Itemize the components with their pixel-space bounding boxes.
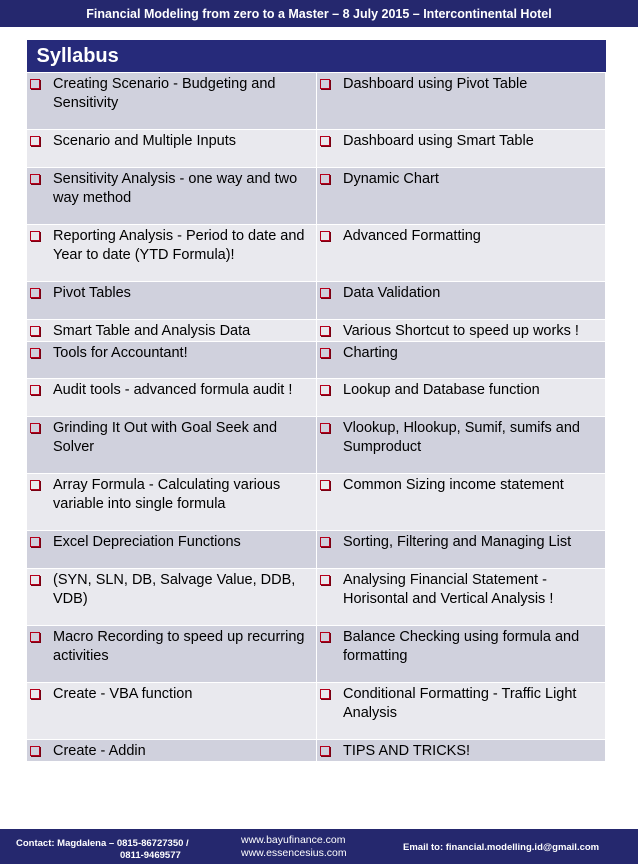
topic-right: Analysing Financial Statement - Horisontal and Vertical Analysis ! xyxy=(343,572,554,607)
topic-right: Sorting, Filtering and Managing List xyxy=(343,534,572,550)
syllabus-header-row xyxy=(27,40,606,73)
checkbox-bullet-icon xyxy=(320,174,330,184)
checkbox-bullet-icon xyxy=(320,136,330,146)
topic-left: Pivot Tables xyxy=(53,285,131,301)
topic-left: (SYN, SLN, DB, Salvage Value, DDB, VDB) xyxy=(53,572,296,607)
topic-left: Scenario and Multiple Inputs xyxy=(53,133,236,149)
topic-left: Creating Scenario - Budgeting and Sensitivity xyxy=(53,76,276,111)
topic-right: Dynamic Chart xyxy=(343,171,439,187)
topic-right: Common Sizing income statement xyxy=(343,477,564,493)
checkbox-bullet-icon xyxy=(30,385,40,395)
table-row xyxy=(27,130,606,168)
topic-right: Charting xyxy=(343,345,398,361)
topic-right: Vlookup, Hlookup, Sumif, sumifs and Sumproduct xyxy=(343,420,580,455)
table-row xyxy=(27,320,606,342)
contact-info xyxy=(16,838,216,862)
topic-left: Smart Table and Analysis Data xyxy=(53,323,251,339)
topic-left: Reporting Analysis - Period to date and Year to date (YTD Formula)! xyxy=(53,228,305,263)
checkbox-bullet-icon xyxy=(30,746,40,756)
table-row xyxy=(27,225,606,282)
checkbox-bullet-icon xyxy=(30,174,40,184)
topic-right: Various Shortcut to speed up works ! xyxy=(343,323,579,339)
table-row xyxy=(27,474,606,531)
topic-left: Create - Addin xyxy=(53,743,146,759)
top-banner xyxy=(0,0,638,27)
table-row xyxy=(27,342,606,379)
checkbox-bullet-icon xyxy=(320,423,330,433)
topic-right: Advanced Formatting xyxy=(343,228,481,244)
checkbox-bullet-icon xyxy=(30,288,40,298)
checkbox-bullet-icon xyxy=(30,348,40,358)
checkbox-bullet-icon xyxy=(320,385,330,395)
event-title: Financial Modeling from zero to a Master – 8 July 2015 – Intercontinental Hotel xyxy=(86,6,552,21)
topic-left: Macro Recording to speed up recurring activities xyxy=(53,629,305,664)
checkbox-bullet-icon xyxy=(30,79,40,89)
email-contact: Email to: financial.modelling.id@gmail.com xyxy=(403,842,600,853)
table-row xyxy=(27,168,606,225)
syllabus-table xyxy=(26,40,606,762)
checkbox-bullet-icon xyxy=(320,326,330,336)
topic-left: Excel Depreciation Functions xyxy=(53,534,241,550)
topic-right: Conditional Formatting - Traffic Light Analysis xyxy=(343,686,577,721)
table-row xyxy=(27,569,606,626)
table-row xyxy=(27,73,606,130)
checkbox-bullet-icon xyxy=(320,231,330,241)
topic-left: Grinding It Out with Goal Seek and Solver xyxy=(53,420,278,455)
checkbox-bullet-icon xyxy=(30,231,40,241)
checkbox-bullet-icon xyxy=(30,480,40,490)
table-row xyxy=(27,740,606,762)
syllabus-heading: Syllabus xyxy=(27,40,606,73)
checkbox-bullet-icon xyxy=(320,480,330,490)
checkbox-bullet-icon xyxy=(320,288,330,298)
topic-right: Balance Checking using formula and formatting xyxy=(343,629,580,664)
table-row xyxy=(27,417,606,474)
topic-left: Tools for Accountant! xyxy=(53,345,188,361)
table-row xyxy=(27,282,606,320)
topic-left: Audit tools - advanced formula audit ! xyxy=(53,382,293,398)
websites xyxy=(241,834,347,860)
checkbox-bullet-icon xyxy=(30,689,40,699)
table-row xyxy=(27,531,606,569)
checkbox-bullet-icon xyxy=(30,136,40,146)
topic-left: Array Formula - Calculating various variable into single formula xyxy=(53,477,281,512)
topic-right: Dashboard using Pivot Table xyxy=(343,76,528,92)
website-link-bayufinance[interactable]: www.bayufinance.com xyxy=(241,834,346,846)
topic-right: Data Validation xyxy=(343,285,441,301)
topic-right: Dashboard using Smart Table xyxy=(343,133,534,149)
checkbox-bullet-icon xyxy=(320,348,330,358)
topic-left: Sensitivity Analysis - one way and two way method xyxy=(53,171,298,206)
checkbox-bullet-icon xyxy=(30,632,40,642)
topic-right: Lookup and Database function xyxy=(343,382,540,398)
checkbox-bullet-icon xyxy=(30,575,40,585)
contact-line2: 0811-9469577 xyxy=(120,850,181,861)
checkbox-bullet-icon xyxy=(320,537,330,547)
checkbox-bullet-icon xyxy=(320,575,330,585)
footer-bar xyxy=(0,829,638,864)
checkbox-bullet-icon xyxy=(30,326,40,336)
checkbox-bullet-icon xyxy=(30,537,40,547)
table-row xyxy=(27,626,606,683)
checkbox-bullet-icon xyxy=(30,423,40,433)
table-row xyxy=(27,683,606,740)
checkbox-bullet-icon xyxy=(320,79,330,89)
table-row xyxy=(27,379,606,417)
topic-left: Create - VBA function xyxy=(53,686,193,702)
contact-line1: Contact: Magdalena – 0815-86727350 / xyxy=(16,838,189,849)
checkbox-bullet-icon xyxy=(320,632,330,642)
website-link-essencesius[interactable]: www.essencesius.com xyxy=(241,847,347,859)
checkbox-bullet-icon xyxy=(320,689,330,699)
checkbox-bullet-icon xyxy=(320,746,330,756)
topic-right: TIPS AND TRICKS! xyxy=(343,743,471,759)
